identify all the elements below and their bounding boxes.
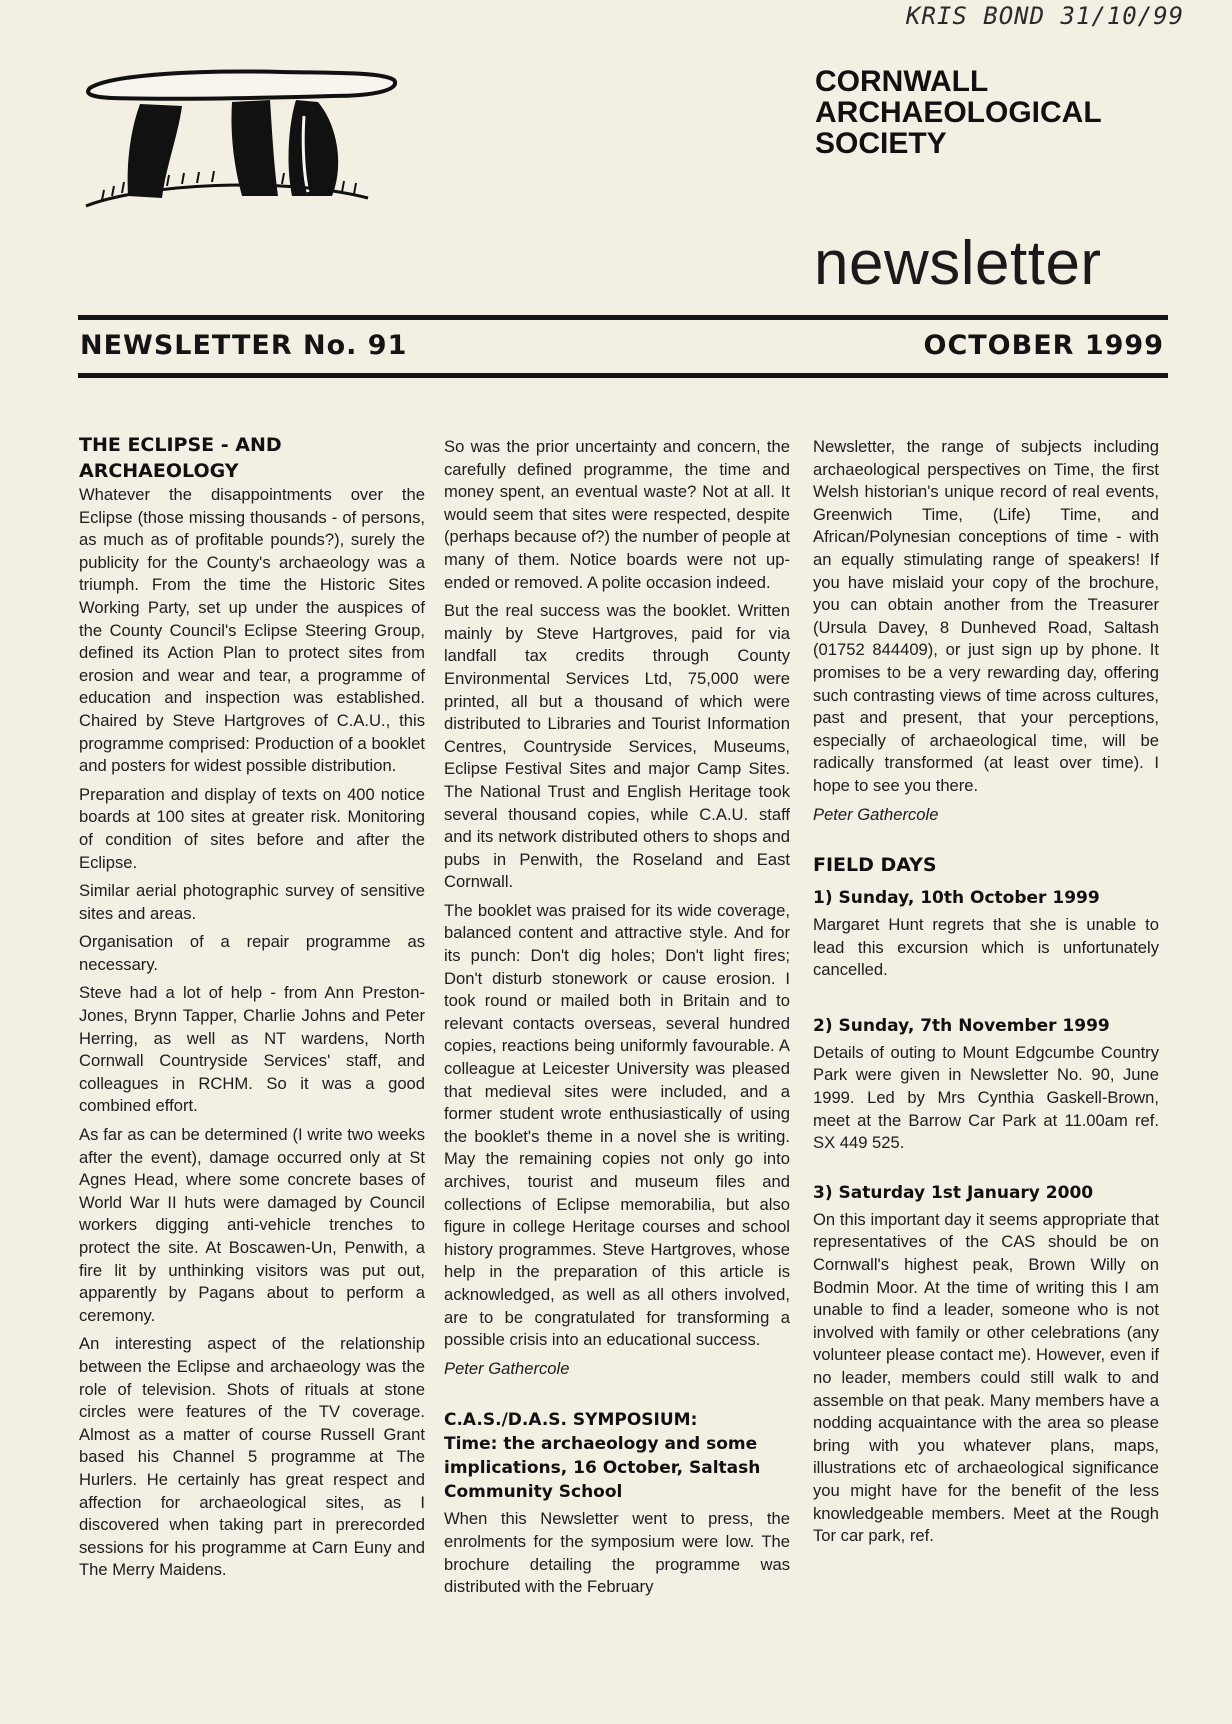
paragraph: Whatever the disappointments over the Eclipse (those missing thousands - of persons, as much as of profitable pounds?), surely the publicity for the County's archaeology was a triumph. From the time the Historic Sites Working Party, set up under the auspices of the County Council's Eclipse Steering Group, defined its Action Plan to protect sites from erosion and wear and tear, a programme of education and inspection was established. Chaired by Steve Hartgroves of C.A.U., this programme comprised: Production of a booklet and posters for widest possible distribution. [79, 485, 425, 776]
field-day-text: Margaret Hunt regrets that she is unable to lead this excursion which is unfortunately cancelled. [813, 915, 1159, 980]
paragraph: Newsletter, the range of subjects including archaeological perspectives on Time, the first Welsh historian's unique record of real events, Greenwich Time, (Life) Time, and African/Polynesian conceptions of time - with an equally stimulating range of speakers! If you have mislaid your copy of the brochure, you can obtain another from the Treasurer (Ursula Davey, 8 Dunheved Road, Saltash (01752 844409), or just sign up by phone. It promises to be a very rewarding day, offering such contrasting views of time across cultures, past and present, that your perceptions, especially of archaeological time, will be radically transformed (at least over time). I hope to see you there. [813, 437, 1159, 795]
paragraph: The booklet was praised for its wide coverage, balanced content and attractive style. And for its punch: Don't dig holes; Don't light fires; Don't disturb stonework or cause erosion. I took round or mailed both in Britain and to relevant contacts overseas, several hundred copies, reactions being uniformly favourable. A colleague at Leicester University was pleased that medieval sites were included, and a former student wrote enthusiastically of using the booklet's theme in a novel she is writing. May the remaining copies not only go into archives, tourist and museum files and collections of Eclipse memorabilia, but also figure in college Heritage courses and school history programmes. Steve Hartgroves, whose help in the preparation of this article is acknowledged, as well as all others involved, are to be congratulated for transforming a possible crisis into an educational success. [444, 900, 790, 1350]
paragraph: So was the prior uncertainty and concern, the carefully defined programme, the time and money spent, an eventual waste? Not at all. It would seem that sites were respected, despite (perhaps because of?) the number of people at many of them. Notice boards were not up-ended or removed. A polite occasion indeed. [444, 437, 790, 592]
column-2 [444, 436, 790, 1605]
article-title: THE ECLIPSE - AND ARCHAEOLOGY [79, 434, 282, 482]
handwritten-annotation: KRIS BOND 31/10/99 [906, 2, 1185, 30]
paragraph: As far as can be determined (I write two weeks after the event), damage occurred only at St Agnes Head, where some concrete bases of World War II huts were damaged by Council workers digging anti-vehicle trenches to protect the site. At Boscawen-Un, Penwith, a fire lit by unthinking visitors was put out, apparently by Pagans about to perform a ceremony. [79, 1125, 425, 1325]
issue-date: OCTOBER 1999 [923, 330, 1164, 361]
field-day-text: On this important day it seems appropriate that representatives of the CAS should be on Cornwall's highest peak, Brown Willy on Bodmin Moor. At the time of writing this I am unable to find a leader, someone who is not involved with family or other celebrations (any volunteer please contact me). However, even if no leader, members could still walk to and assemble on that peak. Many members have a nodding acquaintance with the area so please bring with you whatever plans, maps, illustrations etc of archaeological significance you might have for the benefit of the less knowledgeable members. Meet at the Rough Tor car park, ref. [813, 1209, 1159, 1546]
masthead-newsletter-word: newsletter [814, 229, 1102, 298]
article-subtitle: Time: the archaeology and some implications, 16 October, Saltash Community School [444, 1434, 761, 1503]
issue-number: NEWSLETTER No. 91 [80, 330, 408, 361]
dolmen-icon [82, 66, 402, 226]
field-day-heading: 3) Saturday 1st January 2000 [813, 1182, 1094, 1203]
paragraph: An interesting aspect of the relationship between the Eclipse and archaeology was the role of television. Shots of rituals at stone circles were features of the TV coverage. Almost as a matter of course Russell Grant based his Channel 5 programme at The Hurlers. He certainly has great respect and affection for archaeological sites, as I discovered when taking part in prerecorded sessions for his programme at Carn Euny and The Merry Maidens. [79, 1334, 425, 1580]
society-line: SOCIETY [815, 127, 947, 160]
signature: Peter Gathercole [444, 1358, 570, 1378]
bottom-rule [78, 373, 1168, 378]
paragraph: Similar aerial photographic survey of sensitive sites and areas. [79, 881, 425, 923]
society-name [815, 66, 1102, 159]
section-title: FIELD DAYS [813, 854, 937, 877]
paragraph: When this Newsletter went to press, the enrolments for the symposium were low. The brochure detailing the programme was distributed with the February [444, 1509, 790, 1597]
column-1 [79, 432, 425, 1588]
field-day-heading: 2) Sunday, 7th November 1999 [813, 1015, 1110, 1036]
paragraph: Organisation of a repair programme as necessary. [79, 932, 425, 974]
society-line: ARCHAEOLOGICAL [815, 96, 1102, 129]
paragraph: But the real success was the booklet. Written mainly by Steve Hartgroves, paid for via landfall tax credits through County Environmental Services Ltd, 75,000 were printed, all but a thousand of which were distributed to Libraries and Tourist Information Centres, Countryside Services, Museums, Eclipse Festival Sites and major Camp Sites. The National Trust and English Heritage took several thousand copies, while C.A.U. staff and its network distributed others to shops and pubs in Penwith, the Roseland and East Cornwall. [444, 601, 790, 892]
column-3 [813, 436, 1159, 1554]
paragraph: Steve had a lot of help - from Ann Preston-Jones, Brynn Tapper, Charlie Johns and Peter Herring, as well as NT wardens, North Cornwall Countryside Services' staff, and colleagues in RCHM. So it was a good combined effort. [79, 983, 425, 1116]
signature: Peter Gathercole [813, 804, 939, 824]
article-title: C.A.S./D.A.S. SYMPOSIUM: [444, 1410, 698, 1431]
field-day-text: Details of outing to Mount Edgcumbe Country Park were given in Newsletter No. 90, June 1999. Led by Mrs Cynthia Gaskell-Brown, meet at the Barrow Car Park at 11.00am ref. SX 449 525. [813, 1042, 1159, 1153]
field-day-heading: 1) Sunday, 10th October 1999 [813, 888, 1100, 909]
society-line: CORNWALL [815, 65, 989, 98]
top-rule [78, 315, 1168, 320]
paragraph: Preparation and display of texts on 400 notice boards at 100 sites at greater risk. Monitoring of condition of sites before and after the Eclipse. [79, 784, 425, 872]
